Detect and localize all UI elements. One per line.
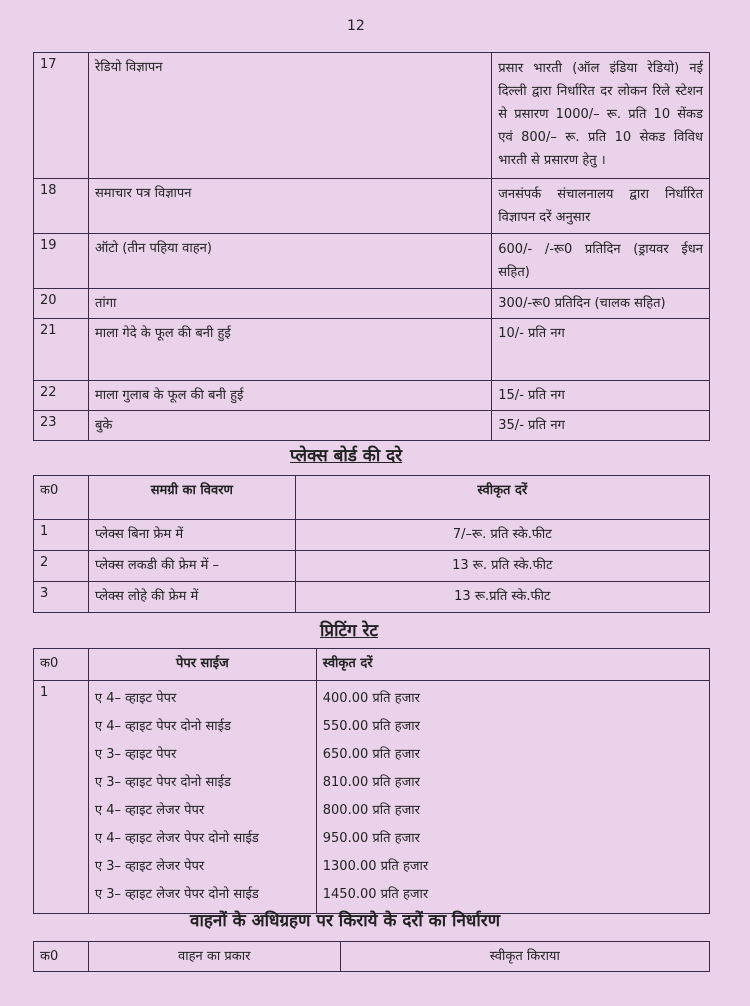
row-rate: 7/–रू. प्रति स्के.फीट [295, 520, 709, 551]
paper-size-list [88, 681, 316, 914]
row-item: तांगा [88, 289, 491, 319]
paper-size: ए 3– व्हाइट पेपर दोनो साईड [94, 775, 231, 790]
row-number: 22 [34, 381, 89, 411]
row-item: माला गेदे के फूल की बनी हुई [88, 319, 491, 381]
row-rate: 13 रू. प्रति स्के.फीट [295, 551, 709, 582]
paper-rate-list [316, 681, 709, 914]
page-number: 12 [347, 18, 365, 34]
row-number: 1 [34, 681, 89, 914]
paper-size: ए 4– व्हाइट लेजर पेपर दोनो साईड [94, 831, 259, 846]
row-rate: जनसंपर्क संचालनालय द्वारा निर्धारित विज्ञापन दरें अनुसार [492, 179, 710, 234]
row-item: समाचार पत्र विज्ञापन [88, 179, 491, 234]
row-item: रेडियो विज्ञापन [88, 53, 491, 179]
row-item: प्लेक्स लोहे की फ्रेम में [88, 582, 295, 613]
paper-rate: 650.00 प्रति हजार [322, 747, 420, 762]
table-row [34, 53, 710, 179]
paper-rate: 1300.00 प्रति हजार [322, 859, 429, 874]
header-number: क0 [34, 942, 89, 972]
row-number: 1 [34, 520, 89, 551]
paper-rate: 550.00 प्रति हजार [322, 719, 420, 734]
table-row [34, 582, 710, 613]
row-item: प्लेक्स लकडी की फ्रेम में – [88, 551, 295, 582]
paper-rate: 810.00 प्रति हजार [322, 775, 420, 790]
table-row [34, 681, 710, 914]
row-number: 18 [34, 179, 89, 234]
header-number: क0 [34, 476, 89, 520]
row-number: 21 [34, 319, 89, 381]
paper-rate: 800.00 प्रति हजार [322, 803, 420, 818]
row-rate: प्रसार भारती (ऑल इंडिया रेडियो) नई दिल्ली द्वारा निर्धारित दर लोकन रिले स्टेशन से प्रसारण 1000/– रू. प्रति 10 सेंकड एवं 800/– रू. प्रति 10 सेकड विविध भारती से प्रसारण हेतु । [492, 53, 710, 179]
flex-table [33, 475, 710, 613]
row-rate: 15/- प्रति नग [492, 381, 710, 411]
header-rent: स्वीकृत किराया [340, 942, 709, 972]
row-number: 23 [34, 411, 89, 441]
table-header-row [34, 649, 710, 681]
row-item: बुके [88, 411, 491, 441]
table-row [34, 319, 710, 381]
paper-size: ए 3– व्हाइट लेजर पेपर दोनो साईड [94, 887, 259, 902]
row-rate: 35/- प्रति नग [492, 411, 710, 441]
vehicles-section-title: वाहनों के अधिग्रहण पर किराये के दरों का निर्धारण [190, 911, 500, 931]
header-rate: स्वीकृत दरें [316, 649, 709, 681]
paper-rate: 950.00 प्रति हजार [322, 831, 420, 846]
row-item: ऑटो (तीन पहिया वाहन) [88, 234, 491, 289]
paper-rate: 1450.00 प्रति हजार [322, 887, 429, 902]
header-item: समग्री का विवरण [88, 476, 295, 520]
table-row [34, 551, 710, 582]
paper-size: ए 4– व्हाइट लेजर पेपर [94, 803, 205, 818]
paper-size: ए 4– व्हाइट पेपर दोनो साईड [94, 719, 231, 734]
row-item: प्लेक्स बिना फ्रेम में [88, 520, 295, 551]
header-rate: स्वीकृत दरें [295, 476, 709, 520]
row-item: माला गुलाब के फूल की बनी हुई [88, 381, 491, 411]
row-rate: 10/- प्रति नग [492, 319, 710, 381]
printing-section-title: प्रिटिंग रेट [320, 621, 379, 641]
table-row [34, 411, 710, 441]
row-number: 20 [34, 289, 89, 319]
row-number: 2 [34, 551, 89, 582]
paper-rate: 400.00 प्रति हजार [322, 691, 420, 706]
row-rate: 600/- /-रू0 प्रतिदिन (ड्रायवर ईधन सहित) [492, 234, 710, 289]
table-row [34, 520, 710, 551]
row-number: 19 [34, 234, 89, 289]
vehicles-table [33, 941, 710, 972]
table-row [34, 289, 710, 319]
table-row [34, 234, 710, 289]
header-size: पेपर साईज [88, 649, 316, 681]
row-rate: 300/-रू0 प्रतिदिन (चालक सहित) [492, 289, 710, 319]
printing-table [33, 648, 710, 914]
paper-size: ए 3– व्हाइट पेपर [94, 747, 177, 762]
paper-size: ए 3– व्हाइट लेजर पेपर [94, 859, 205, 874]
row-number: 17 [34, 53, 89, 179]
rates-table [33, 52, 710, 441]
table-header-row [34, 942, 710, 972]
table-row [34, 381, 710, 411]
flex-section-title: प्लेक्स बोर्ड की दरे [290, 446, 403, 466]
row-number: 3 [34, 582, 89, 613]
paper-size: ए 4– व्हाइट पेपर [94, 691, 177, 706]
row-rate: 13 रू.प्रति स्के.फीट [295, 582, 709, 613]
header-number: क0 [34, 649, 89, 681]
table-header-row [34, 476, 710, 520]
table-row [34, 179, 710, 234]
header-vehicle-type: वाहन का प्रकार [88, 942, 340, 972]
